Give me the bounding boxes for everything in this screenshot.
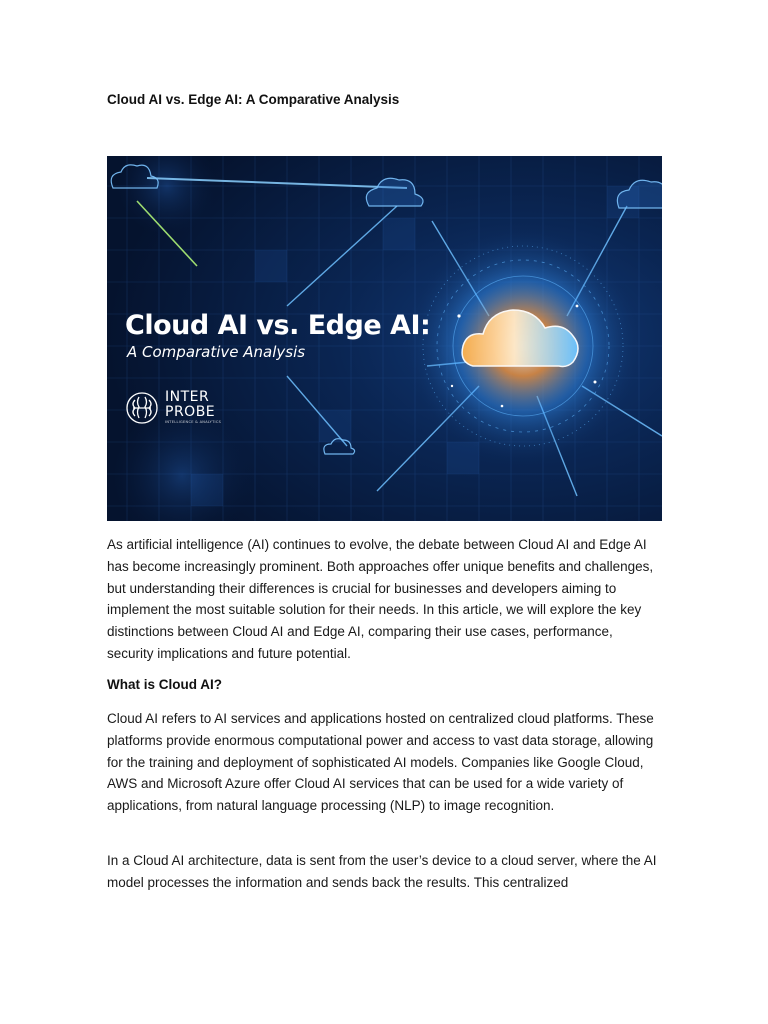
logo-wordmark <box>165 390 221 425</box>
intro-paragraph: As artificial intelligence (AI) continues to evolve, the debate between Cloud AI and Edge AI has become increasingly prominent. Both approaches offer unique benefits and challenges, but understanding their differences is crucial for businesses and developers aiming to implement the most suitable solution for their needs. In this article, we will explore the key distinctions between Cloud AI and Edge AI, comparing their use cases, performance, security implications and future potential. <box>107 537 654 661</box>
logo-line-2: PROBE <box>165 404 216 420</box>
interprobe-logo <box>125 390 221 425</box>
section-paragraph-2: In a Cloud AI architecture, data is sent from the user’s device to a cloud server, where the AI model processes the information and sends back the results. This centralized <box>107 853 657 890</box>
banner-title: Cloud AI vs. Edge AI: <box>125 310 431 341</box>
logo-line-1: INTER <box>165 389 210 405</box>
section-heading: What is Cloud AI? <box>107 677 222 692</box>
section-paragraph-1: Cloud AI refers to AI services and applications hosted on centralized cloud platforms. These platforms provide enormous computational power and access to vast data storage, allowing for the training and deployment of sophisticated AI models. Companies like Google Cloud, AWS and Microsoft Azure offer Cloud AI services that can be used for a wide variety of applications, from natural language processing (NLP) to image recognition. <box>107 711 654 814</box>
article-banner-image <box>107 156 662 521</box>
banner-subtitle: A Comparative Analysis <box>127 343 306 361</box>
document-title: Cloud AI vs. Edge AI: A Comparative Analysis <box>107 92 400 107</box>
logo-tagline: INTELLIGENCE & ANALYTICS <box>165 420 222 424</box>
brain-icon <box>125 391 159 425</box>
